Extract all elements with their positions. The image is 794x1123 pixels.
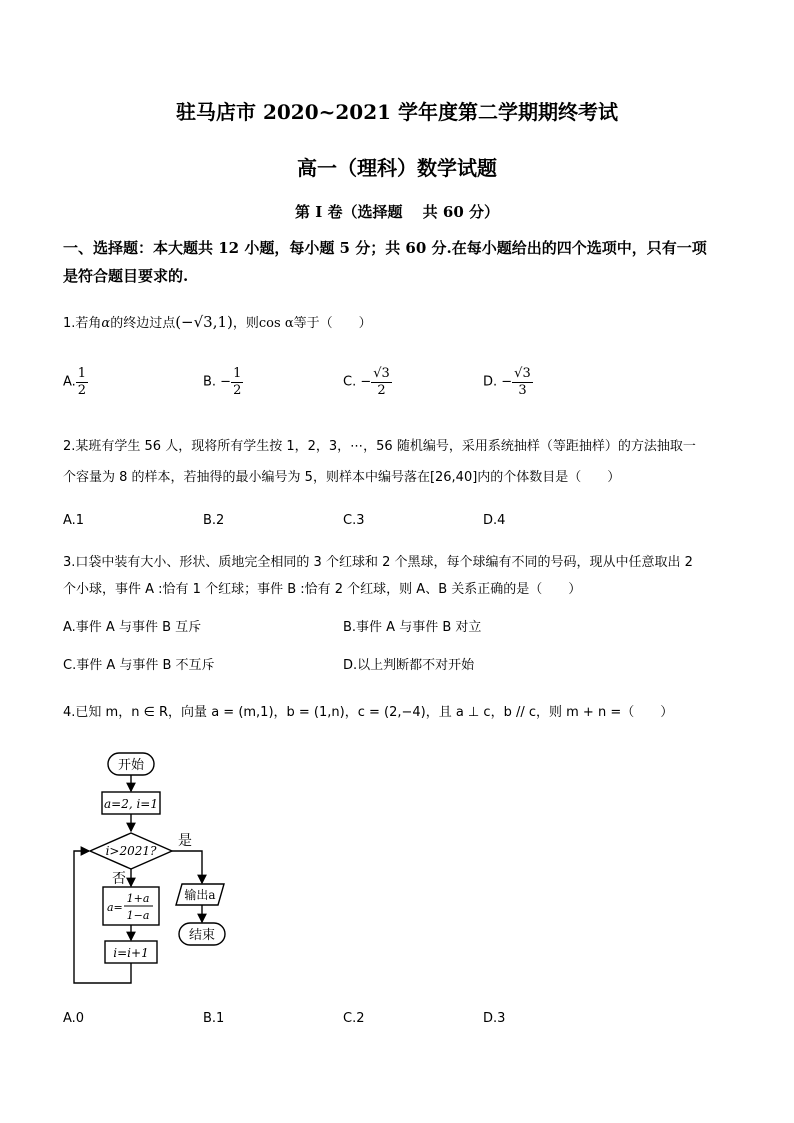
section-instruction-line1: 一、选择题：本大题共 12 小题，每小题 5 分；共 60 分.在每小题给出的四个选项中，只有一项 <box>63 239 707 257</box>
q1-option-b-num: 1 <box>233 366 242 381</box>
flowchart-condition-label: i>2021? <box>105 844 157 858</box>
q1-option-c-den: 2 <box>377 382 386 398</box>
q4-option-a: A.0 <box>63 1011 85 1026</box>
q1-option-b <box>203 366 243 398</box>
question-3-line2: 个小球，事件 A :恰有 1 个红球；事件 B :恰有 2 个红球，则 A、B 关系正确的是（ ） <box>63 582 582 597</box>
q1-option-b-den: 2 <box>233 382 242 398</box>
q1-option-c-num: √3 <box>373 366 390 381</box>
flowchart-end-label: 结束 <box>188 928 216 943</box>
q1-option-b-fraction <box>231 366 243 398</box>
q1-option-b-label: B. − <box>203 374 232 390</box>
flowchart-assign-num: 1+a <box>126 892 150 905</box>
q1-option-a <box>63 366 88 398</box>
q1-option-c <box>343 366 392 398</box>
exam-subtitle: 高一（理科）数学试题 <box>297 156 497 180</box>
q1-option-d-den: 3 <box>518 382 527 398</box>
q1-option-c-fraction <box>371 366 392 398</box>
q1-alpha: α <box>101 316 111 331</box>
flowchart-increment-label: i=i+1 <box>113 946 149 960</box>
flowchart-assign-lhs: a= <box>107 901 123 914</box>
flowchart-no-label: 否 <box>112 871 126 887</box>
flowchart-start-label: 开始 <box>117 758 145 773</box>
flowchart <box>60 745 260 990</box>
part-heading: 第 I 卷（选择题 共 60 分） <box>294 203 499 221</box>
q4-option-c: C.2 <box>343 1011 365 1026</box>
q1-option-d-label: D. − <box>483 374 513 390</box>
q4-option-b: B.1 <box>203 1011 225 1026</box>
q3-option-c: C.事件 A 与事件 B 不互斥 <box>63 658 215 673</box>
q2-option-a: A.1 <box>63 513 85 528</box>
q1-cos: cos α <box>258 316 294 331</box>
q1-option-a-num: 1 <box>77 366 87 381</box>
q1-option-a-fraction <box>76 366 88 398</box>
exam-title: 驻马店市 2020~2021 学年度第二学期期终考试 <box>175 100 618 124</box>
flowchart-init-label: a=2, i=1 <box>104 797 158 811</box>
q1-option-a-label: A. <box>63 374 76 390</box>
q3-option-b: B.事件 A 与事件 B 对立 <box>343 620 482 635</box>
q3-option-d: D.以上判断都不对开始 <box>343 658 475 673</box>
question-3-line1: 3.口袋中装有大小、形状、质地完全相同的 3 个红球和 2 个黑球，每个球编有不同的号码，现从中任意取出 2 <box>63 555 693 570</box>
q1-point: (−√3,1) <box>175 313 233 331</box>
q1-option-a-den: 2 <box>77 382 87 398</box>
q1-text-c: ，则 <box>232 316 259 331</box>
q1-option-d-num: √3 <box>514 366 531 381</box>
q1-option-d <box>483 366 533 398</box>
flowchart-output-label: 输出a <box>184 888 216 902</box>
question-2-line2: 个容量为 8 的样本，若抽得的最小编号为 5，则样本中编号落在[26,40]内的个体数目是（ ） <box>63 470 621 485</box>
q1-option-d-fraction <box>512 366 533 398</box>
q2-option-d: D.4 <box>483 513 506 528</box>
q3-option-a: A.事件 A 与事件 B 互斥 <box>63 620 202 635</box>
q2-option-b: B.2 <box>203 513 225 528</box>
q2-option-c: C.3 <box>343 513 365 528</box>
q1-text-b: 的终边过点 <box>110 316 176 331</box>
section-instruction-line2: 是符合题目要求的. <box>63 267 189 285</box>
question-2-line1: 2.某班有学生 56 人，现将所有学生按 1，2，3，⋯，56 随机编号，采用系统抽样（等距抽样）的方法抽取一 <box>63 439 696 454</box>
q1-text-d: 等于（ ） <box>293 316 372 331</box>
q1-text-a: 1.若角 <box>63 316 102 331</box>
flowchart-assign-den: 1−a <box>126 909 150 922</box>
q1-option-c-label: C. − <box>343 374 372 390</box>
flowchart-yes-label: 是 <box>178 833 192 849</box>
q4-option-d: D.3 <box>483 1011 506 1026</box>
question-4: 4.已知 m，n ∈ R，向量 a = (m,1)，b = (1,n)，c = (2,−4)，且 a ⊥ c，b // c，则 m + n =（ ） <box>63 705 674 720</box>
question-1 <box>63 312 372 331</box>
